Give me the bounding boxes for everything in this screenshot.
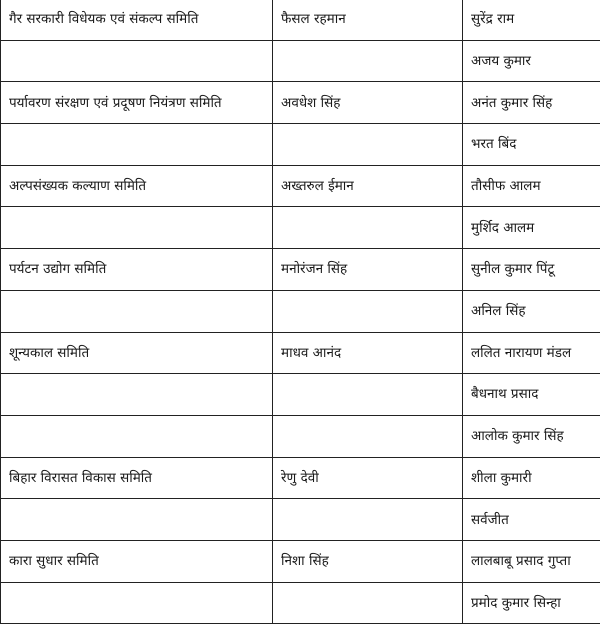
chairperson-name: अख्तरुल ईमान (273, 165, 463, 207)
chairperson-name: रेणु देवी (273, 457, 463, 499)
committee-name (1, 290, 273, 332)
member-name: सर्वजीत (463, 499, 600, 541)
committee-name (1, 40, 273, 82)
member-name: सुरेंद्र राम (463, 0, 600, 40)
chairperson-name: मनोरंजन सिंह (273, 249, 463, 291)
committee-name (1, 499, 273, 541)
committee-name: पर्यटन उद्योग समिति (1, 249, 273, 291)
table-row (1, 207, 600, 249)
chairperson-name (273, 582, 463, 624)
table-row (1, 499, 600, 541)
member-name: अनिल सिंह (463, 290, 600, 332)
table-row (1, 582, 600, 624)
committee-name: बिहार विरासत विकास समिति (1, 457, 273, 499)
chairperson-name (273, 374, 463, 416)
member-name: अजय कुमार (463, 40, 600, 82)
chairperson-name: निशा सिंह (273, 540, 463, 582)
chairperson-name (273, 124, 463, 166)
committee-name (1, 207, 273, 249)
table-row (1, 457, 600, 499)
table-row (1, 40, 600, 82)
member-name: लालबाबू प्रसाद गुप्ता (463, 540, 600, 582)
member-name: अनंत कुमार सिंह (463, 82, 600, 124)
table-row (1, 374, 600, 416)
table-row (1, 540, 600, 582)
table-row (1, 165, 600, 207)
chairperson-name: माधव आनंद (273, 332, 463, 374)
chairperson-name (273, 415, 463, 457)
committee-name (1, 582, 273, 624)
committee-name: अल्पसंख्यक कल्याण समिति (1, 165, 273, 207)
member-name: शीला कुमारी (463, 457, 600, 499)
member-name: ललित नारायण मंडल (463, 332, 600, 374)
committee-name (1, 415, 273, 457)
member-name: सुनील कुमार पिंटू (463, 249, 600, 291)
member-name: मुर्शिद आलम (463, 207, 600, 249)
table-row (1, 290, 600, 332)
table-row (1, 124, 600, 166)
chairperson-name (273, 290, 463, 332)
chairperson-name (273, 499, 463, 541)
chairperson-name (273, 207, 463, 249)
table-row (1, 82, 600, 124)
committee-name (1, 124, 273, 166)
chairperson-name: फैसल रहमान (273, 0, 463, 40)
table-row (1, 0, 600, 40)
committee-name (1, 374, 273, 416)
chairperson-name: अवधेश सिंह (273, 82, 463, 124)
member-name: आलोक कुमार सिंह (463, 415, 600, 457)
committee-name: गैर सरकारी विधेयक एवं संकल्प समिति (1, 0, 273, 40)
member-name: बैधनाथ प्रसाद (463, 374, 600, 416)
member-name: तौसीफ आलम (463, 165, 600, 207)
committee-name: कारा सुधार समिति (1, 540, 273, 582)
committee-name: पर्यावरण संरक्षण एवं प्रदूषण नियंत्रण समिति (1, 82, 273, 124)
member-name: प्रमोद कुमार सिन्हा (463, 582, 600, 624)
table-row (1, 249, 600, 291)
table-row (1, 332, 600, 374)
committee-name: शून्यकाल समिति (1, 332, 273, 374)
member-name: भरत बिंद (463, 124, 600, 166)
table-row (1, 415, 600, 457)
chairperson-name (273, 40, 463, 82)
